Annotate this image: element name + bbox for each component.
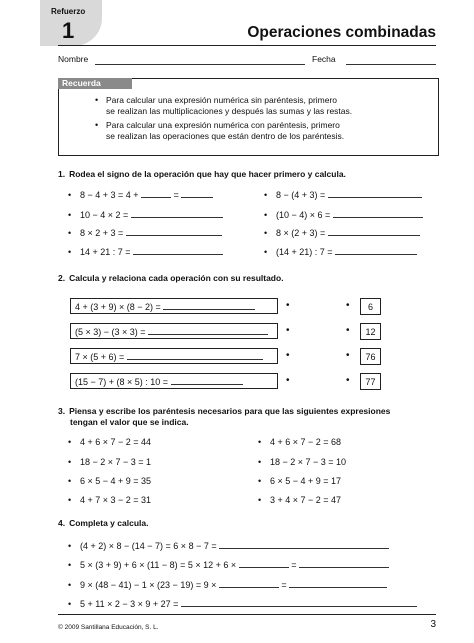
exercise-1-item: • (10 − 4) × 6 = [264,209,423,220]
page-title: Operaciones combinadas [247,24,436,41]
answer-line[interactable] [328,227,420,236]
match-point[interactable]: • [346,325,350,336]
exercise-4-item: • 5 × (3 + 9) + 6 × (11 − 8) = 5 × 12 + 6 × = [68,559,389,570]
exercise-3-item[interactable]: • 4 + 6 × 7 − 2 = 68 [258,437,342,447]
date-field[interactable] [346,64,436,65]
match-point[interactable]: • [286,375,290,386]
match-point[interactable]: • [286,325,290,336]
answer-line[interactable] [126,227,222,236]
answer-line[interactable] [328,189,422,198]
exercise-1-item: • 14 + 21 : 7 = [68,246,223,257]
answer-line[interactable] [219,579,279,588]
section-number: 1 [62,18,75,43]
page-number: 3 [430,619,436,630]
answer-line[interactable] [131,209,223,218]
match-point[interactable]: • [346,300,350,311]
answer-line[interactable] [335,246,417,255]
date-label: Fecha [312,54,336,64]
answer-line[interactable] [163,301,255,310]
answer-line[interactable] [141,189,171,198]
operation-box: (5 × 3) − (3 × 3) = [70,323,278,339]
exercise-1-item: • 8 × (2 + 3) = [264,227,420,238]
answer-line[interactable] [171,376,243,385]
exercise-1-item: • 10 − 4 × 2 = [68,209,223,220]
operation-box: 4 + (3 + 9) × (8 − 2) = [70,298,278,314]
answer-line[interactable] [219,540,389,549]
copyright: © 2009 Santillana Educación, S. L. [58,624,159,631]
exercise-3-item[interactable]: • 6 × 5 − 4 + 9 = 17 [258,476,342,486]
header-rule [58,45,436,46]
exercise-3-item[interactable]: • 6 × 5 − 4 + 9 = 35 [68,476,152,486]
name-label: Nombre [58,54,89,64]
result-box: 76 [360,348,381,365]
answer-line[interactable] [181,598,417,607]
exercise-3-item[interactable]: • 4 + 7 × 3 − 2 = 31 [68,495,152,505]
exercise-3-item[interactable]: • 4 + 6 × 7 − 2 = 44 [68,437,152,447]
exercise-1-item: • 8 − 4 + 3 = 4 + = [68,189,213,200]
exercise-1-item: • 8 × 2 + 3 = [68,227,222,238]
exercise-3-item[interactable]: • 18 − 2 × 7 − 3 = 1 [68,457,152,467]
exercise-3-item[interactable]: • 18 − 2 × 7 − 3 = 10 [258,457,347,467]
exercise-3-heading: 3. Piensa y escribe los paréntesis necesarios para que las siguientes expresiones tengan el valor que se indica. [58,406,391,427]
answer-line[interactable] [289,579,387,588]
answer-line[interactable] [299,559,389,568]
exercise-4-item: • (4 + 2) × 8 − (14 − 7) = 6 × 8 − 7 = [68,540,389,551]
answer-line[interactable] [239,559,289,568]
answer-line[interactable] [133,246,223,255]
match-point[interactable]: • [286,300,290,311]
match-point[interactable]: • [346,350,350,361]
exercise-4-item: • 9 × (48 − 41) − 1 × (23 − 19) = 9 × = [68,579,387,590]
exercise-4-heading: 4. Completa y calcula. [58,518,149,528]
result-box: 6 [360,298,381,315]
exercise-2-heading: 2. Calcula y relaciona cada operación con su resultado. [58,273,284,283]
result-box: 77 [360,373,381,390]
match-point[interactable]: • [286,350,290,361]
section-label: Refuerzo [51,7,86,16]
name-field[interactable] [95,64,305,65]
answer-line[interactable] [148,326,268,335]
recuerda-box [58,78,439,156]
match-point[interactable]: • [346,375,350,386]
exercise-1-heading: 1. Rodea el signo de la operación que hay que hacer primero y calcula. [58,169,346,179]
answer-line[interactable] [333,209,423,218]
recuerda-label: Recuerda [58,78,132,89]
exercise-3-item[interactable]: • 3 + 4 × 7 − 2 = 47 [258,495,342,505]
exercise-4-item: • 5 + 11 × 2 − 3 × 9 + 27 = [68,598,417,609]
answer-line[interactable] [181,189,213,198]
result-box: 12 [360,323,381,340]
footer-rule [58,614,436,615]
exercise-1-item: • 8 − (4 + 3) = [264,189,422,200]
bullet-icon: • [95,120,99,130]
answer-line[interactable] [127,351,263,360]
exercise-1-item: • (14 + 21) : 7 = [264,246,417,257]
operation-box: (15 − 7) + (8 × 5) : 10 = [70,373,278,389]
bullet-icon: • [95,95,99,105]
operation-box: 7 × (5 + 6) = [70,348,278,364]
